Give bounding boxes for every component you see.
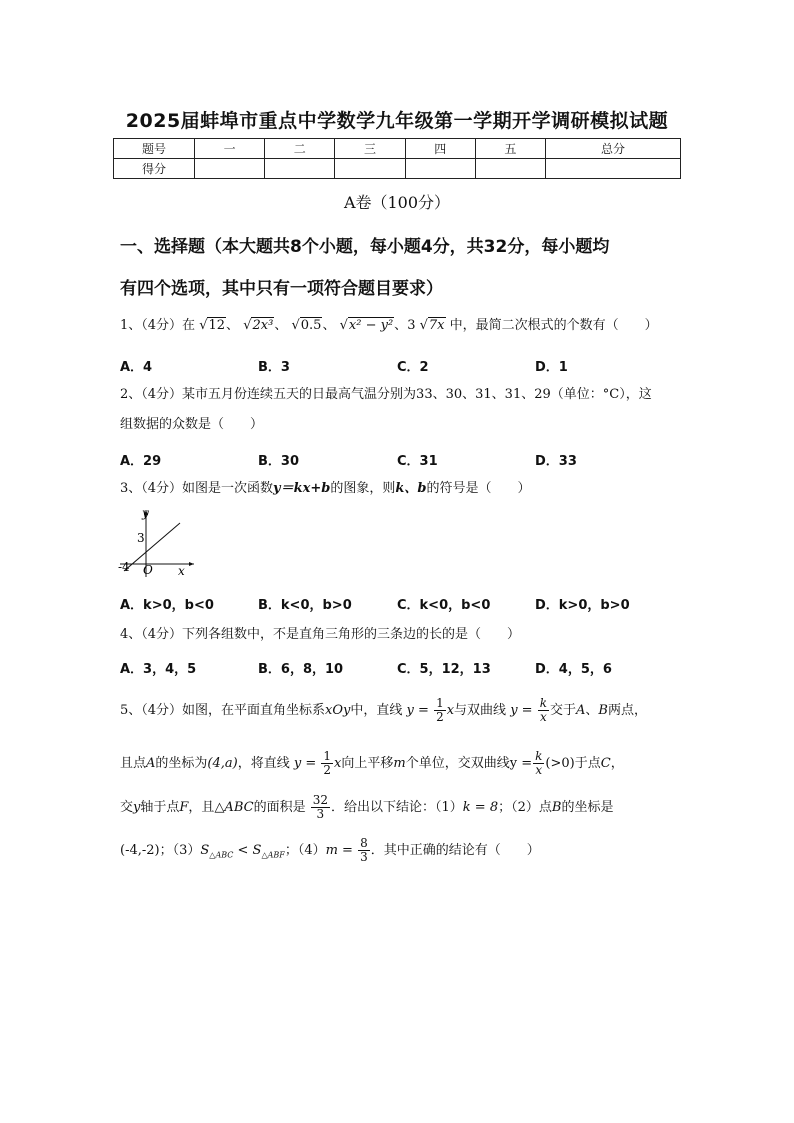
- fraction-1-2: [321, 750, 333, 777]
- q5-text: ；（4）: [284, 843, 326, 858]
- q3-function: y＝kx+b: [273, 481, 331, 496]
- denominator: 2: [323, 763, 332, 777]
- q5-text: 与双曲线: [454, 703, 507, 718]
- q1-separator: 、: [226, 318, 240, 333]
- q1-radical-5: 7x: [428, 318, 445, 333]
- q5-y-eq: y =: [406, 703, 429, 718]
- score-table-header: 题号: [114, 139, 195, 159]
- q2-option-b[interactable]: B．30: [258, 454, 299, 469]
- part1-heading-line2: 有四个选项，其中只有一项符合题目要求）: [120, 279, 443, 299]
- q5-point-a: A: [146, 756, 156, 771]
- q1-radical-1: 12: [208, 318, 226, 333]
- sqrt-symbol: √: [291, 318, 300, 333]
- numerator: k: [535, 749, 543, 763]
- q5-point-b: B: [598, 703, 608, 718]
- score-table-header: 二: [265, 139, 335, 159]
- q1-separator: 、: [394, 318, 408, 333]
- question-5-line4: [120, 837, 540, 865]
- score-cell: [546, 159, 681, 179]
- q5-coord-a: (4,a): [207, 756, 238, 771]
- q5-x: x: [334, 756, 342, 771]
- q5-text: 个单位，交双曲线: [405, 756, 510, 771]
- q5-text: ，将直线: [237, 756, 290, 771]
- q5-text: ．其中正确的结论有（ ）: [370, 843, 540, 858]
- part1-heading-line1: 一、选择题（本大题共8个小题，每小题4分，共32分，每小题均: [120, 237, 610, 257]
- score-table-header-row: [114, 139, 681, 159]
- fraction-8-3: [358, 837, 370, 864]
- score-table-header: 总分: [546, 139, 681, 159]
- question-5-line3: [120, 794, 613, 821]
- q5-m-eq: m =: [325, 843, 353, 858]
- q4-option-a[interactable]: A．3，4，5: [120, 662, 197, 677]
- q1-option-a[interactable]: A．4: [120, 360, 153, 375]
- q5-text: 的面积是: [253, 800, 306, 815]
- q5-text: ，: [610, 756, 624, 771]
- q5-point-c: C: [600, 756, 611, 771]
- score-row-label: 得分: [114, 159, 195, 179]
- q5-text: 的坐标为: [155, 756, 208, 771]
- score-table-header: 一: [195, 139, 265, 159]
- score-cell: [265, 159, 335, 179]
- q3-option-a[interactable]: A．k>0，b<0: [120, 598, 214, 613]
- section-a-heading: A卷（100分）: [343, 193, 451, 212]
- q5-y-eq: y =: [510, 703, 533, 718]
- q5-point-f: F: [179, 800, 189, 815]
- q1-option-c[interactable]: C．2: [397, 360, 429, 375]
- score-table-score-row: [114, 159, 681, 179]
- q5-condition: (>0): [545, 756, 575, 771]
- origin-label: O: [143, 563, 153, 577]
- q5-x: x: [446, 703, 455, 718]
- q1-radical-2: 2x³: [252, 318, 274, 333]
- q3-middle: 的图象，则: [330, 481, 396, 496]
- q2-option-d[interactable]: D．33: [535, 454, 577, 469]
- q1-radical-3: 0.5: [300, 318, 322, 333]
- denominator: 3: [360, 850, 368, 864]
- sqrt-symbol: √: [199, 318, 208, 333]
- q5-text: ；（2）点: [498, 800, 552, 815]
- q5-text: 的坐标是: [561, 800, 614, 815]
- sqrt-symbol: √: [339, 318, 348, 333]
- q3-linear-function-graph: [116, 505, 196, 580]
- q5-y-eq: y =: [293, 756, 317, 771]
- score-table-header: 五: [475, 139, 545, 159]
- q2-option-c[interactable]: C．31: [397, 454, 438, 469]
- question-4: 4、（4分）下列各组数中，不是直角三角形的三条边的长的是（ ）: [120, 627, 521, 642]
- score-cell: [475, 159, 545, 179]
- fraction-k-x: [538, 697, 549, 724]
- numerator: 32: [312, 793, 329, 807]
- q5-text: 、: [585, 703, 599, 718]
- denominator: 3: [316, 807, 325, 821]
- numerator: k: [539, 696, 547, 710]
- y-axis-label: y: [142, 506, 149, 520]
- q5-text: ；（3）: [159, 843, 201, 858]
- question-2-line2: 组数据的众数是（ ）: [120, 417, 264, 432]
- q5-point-b: B: [551, 800, 562, 815]
- numerator: 1: [436, 696, 444, 710]
- q1-coefficient: 3: [407, 318, 416, 333]
- sqrt-symbol: √: [419, 318, 428, 333]
- score-table-header: 三: [335, 139, 405, 159]
- q5-text: ，且: [188, 800, 215, 815]
- score-cell: [195, 159, 265, 179]
- q5-area-s1: S: [200, 843, 210, 858]
- fraction-k-x: [533, 750, 544, 777]
- q5-text: 向上平移: [341, 756, 394, 771]
- q5-area-sub1: △ABC: [209, 850, 234, 860]
- q5-text: 交于: [550, 703, 577, 718]
- x-axis-arrow-icon: [189, 562, 194, 566]
- y-intercept-label: 3: [137, 531, 145, 545]
- q1-prefix: 1、（4分）在: [120, 318, 196, 333]
- numerator: 1: [323, 749, 332, 763]
- score-table: [113, 138, 681, 179]
- q4-option-d[interactable]: D．4，5，6: [535, 662, 612, 677]
- q4-option-c[interactable]: C．5，12，13: [397, 662, 491, 677]
- q3-prefix: 3、（4分）如图是一次函数: [120, 481, 274, 496]
- x-axis-label: x: [178, 564, 185, 578]
- sqrt-symbol: √: [243, 318, 252, 333]
- q4-option-b[interactable]: B．6，8，10: [258, 662, 344, 677]
- q5-text: 5、（4分）如图，在平面直角坐标系: [120, 703, 326, 718]
- q5-text: ．给出以下结论：（1）: [331, 800, 463, 815]
- score-table-header: 四: [405, 139, 475, 159]
- q3-option-b[interactable]: B．k<0，b>0: [258, 598, 352, 613]
- q1-separator: 、: [322, 318, 336, 333]
- q5-area-sub2: △ABF: [261, 850, 285, 860]
- x-intercept-label: -4: [118, 560, 130, 574]
- q5-point-a: A: [576, 703, 586, 718]
- q5-coord-b: (-4,-2): [120, 843, 160, 858]
- question-5-line1: [120, 697, 647, 724]
- exam-title: 2025届蚌埠市重点中学数学九年级第一学期开学调研模拟试题: [125, 110, 669, 132]
- q5-triangle-abc: △ABC: [214, 800, 254, 815]
- score-cell: [335, 159, 405, 179]
- q5-m: m: [393, 756, 406, 771]
- q5-text: 于点: [574, 756, 601, 771]
- q2-option-a[interactable]: A．29: [120, 454, 162, 469]
- q5-text: 且点: [120, 756, 147, 771]
- denominator: 2: [436, 710, 444, 724]
- q1-radical-4: x² − y²: [348, 318, 394, 333]
- q1-option-d[interactable]: D．1: [535, 360, 568, 375]
- question-1: [120, 317, 658, 335]
- q5-text: 交: [120, 800, 134, 815]
- q1-separator: 、: [274, 318, 288, 333]
- question-2-line1: 2、（4分）某市五月份连续五天的日最高气温分别为33、30、31、31、29（单位：°C），这: [120, 387, 652, 402]
- q5-area-s2: S: [252, 843, 262, 858]
- q5-less-than: <: [233, 843, 253, 858]
- q5-text: 两点，: [607, 703, 647, 718]
- q5-k-eq-8: k = 8: [462, 800, 499, 815]
- q3-option-d[interactable]: D．k>0，b>0: [535, 598, 630, 613]
- q5-y: y: [133, 800, 141, 815]
- q1-suffix: 中，最简二次根式的个数有（ ）: [449, 318, 658, 333]
- question-5-line2: 且点A的坐标为(4,a)，将直线 y = $\frac{1}{2}$ x向上平移m个单位，交双曲线y = $\frac{k}{x}$ (>0)于点C，: [120, 749, 624, 777]
- fraction-1-2: [434, 697, 446, 724]
- score-cell: [405, 159, 475, 179]
- fraction-32-3: [311, 794, 330, 821]
- q3-suffix: 的符号是（ ）: [426, 481, 531, 496]
- q3-option-c[interactable]: C．k<0，b<0: [397, 598, 491, 613]
- denominator: x: [535, 763, 543, 777]
- q5-text: 轴于点: [140, 800, 180, 815]
- q3-vars: k、b: [395, 481, 427, 496]
- q5-xoy: xOy: [325, 703, 351, 718]
- denominator: x: [539, 710, 547, 724]
- q1-option-b[interactable]: B．3: [258, 360, 290, 375]
- question-3: [120, 480, 530, 498]
- numerator: 8: [360, 836, 368, 850]
- q5-text: 中，直线: [350, 703, 403, 718]
